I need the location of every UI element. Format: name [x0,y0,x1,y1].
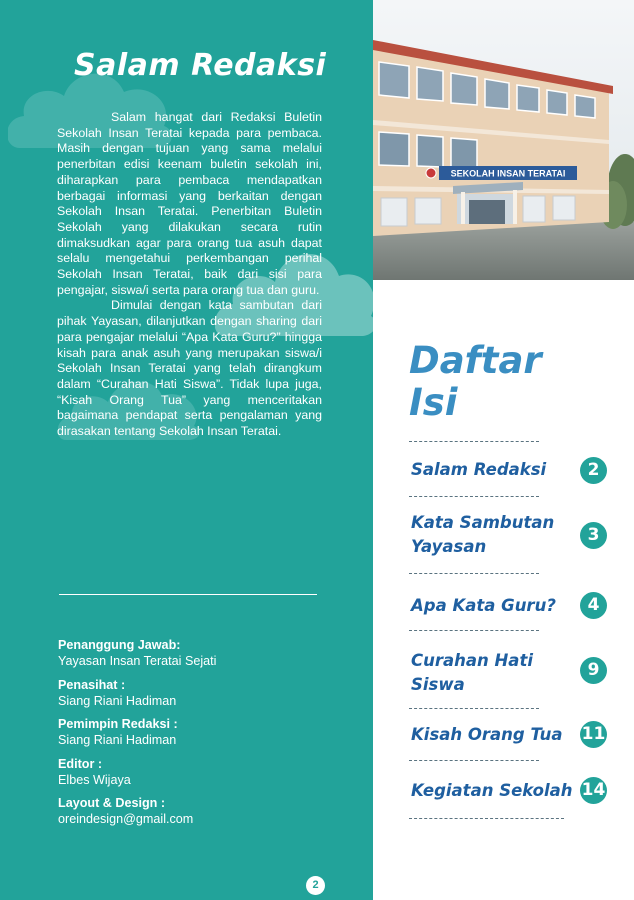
toc-item-label: Kisah Orang Tua [411,725,563,744]
toc-item-kata-sambutan[interactable] [409,510,624,562]
toc-item-curahan-hati[interactable] [409,648,624,700]
toc-page-badge: 2 [580,457,607,484]
credit-role: Layout & Design : [58,796,166,810]
credit-person: Siang Riani Hadiman [58,733,177,747]
divider [59,594,317,595]
toc-title-line: Isi [409,381,458,424]
toc-title [409,340,542,424]
credits-list [58,637,338,835]
toc-item-label-line: Curahan Hati [411,651,533,670]
editorial-title: Salam Redaksi [74,48,327,83]
editorial-paragraph: Salam hangat dari Redaksi Buletin Sekolah Insan Teratai kepada para pembaca. Masih dengan tujuan yang sama melalui penerbitan edisi keenam buletin sekolah ini, diharapkan para pembaca mendapatkan berbagai informasi yang berkaitan dengan Sekolah Insan Teratai. Penerbitan Buletin Sekolah yang dilakukan secara rutin dimaksudkan agar para orang tua asuh dapat selalu mengetahui perkembangan perihal Sekolah Insan Teratai, baik dari sisi para pengajar, siswa/i serta para orang tua dan guru. [57,110,322,297]
toc-item-label: Salam Redaksi [411,460,547,479]
credit-item [58,795,338,827]
page-number-badge: 2 [306,876,325,895]
editorial-paragraph: Dimulai dengan kata sambutan dari pihak Yayasan, dilanjutkan dengan sharing dari para pengajar melalui “Apa Kata Guru?” hingga kisah para anak asuh yang merupakan siswa/i Sekolah Insan Teratai yang telah dirangkum dalam “Curahan Hati Siswa”. Tidak lupa juga, “Kisah Orang Tua” yang menceritakan bagaimana pendapat serta pengalaman yang dirasakan tentang Sekolah Insan Teratai. [57,298,322,439]
toc-title-line: Daftar [409,339,542,382]
toc-page-badge: 11 [580,721,607,748]
toc-page-badge: 9 [580,657,607,684]
credit-item [58,637,338,669]
toc-item-label [411,649,533,697]
credit-role: Penasihat : [58,677,126,692]
school-building-photo [373,0,634,280]
credit-person: Yayasan Insan Teratai Sejati [58,654,217,668]
school-building-illustration [373,0,634,280]
toc-separator [409,630,539,631]
toc-item-apa-kata-guru[interactable] [409,592,624,622]
toc-item-kisah-orang-tua[interactable] [409,720,624,750]
toc-separator [409,573,539,574]
toc-item-label: Apa Kata Guru? [411,596,556,615]
toc-item-label [411,511,554,559]
editorial-body [57,110,322,440]
credit-person: Elbes Wijaya [58,772,131,787]
toc-item-label: Kegiatan Sekolah [411,781,573,800]
credit-item [58,756,338,788]
credit-item [58,716,338,748]
credit-role: Pemimpin Redaksi : [58,717,178,731]
toc-separator [409,441,539,442]
toc-item-label-line: Siswa [411,675,465,694]
toc-page-badge: 3 [580,522,607,549]
toc-item-label-line: Kata Sambutan [411,513,555,532]
toc-separator [409,708,539,709]
credit-role: Editor : [58,756,103,771]
toc-page-badge: 4 [580,592,607,619]
credit-person: Siang Riani Hadiman [58,693,177,708]
toc-separator [409,760,539,761]
credit-item [58,677,338,709]
credit-role: Penanggung Jawab: [58,638,181,652]
toc-separator [409,818,564,819]
school-sign-text: SEKOLAH INSAN TERATAI [450,168,566,179]
toc-item-salam-redaksi[interactable] [409,455,624,485]
toc-item-kegiatan-sekolah[interactable] [409,776,624,806]
toc-item-label-line: Yayasan [411,537,487,556]
toc-separator [409,496,539,497]
toc-page-badge: 14 [580,777,607,804]
credit-person: oreindesign@gmail.com [58,812,194,826]
